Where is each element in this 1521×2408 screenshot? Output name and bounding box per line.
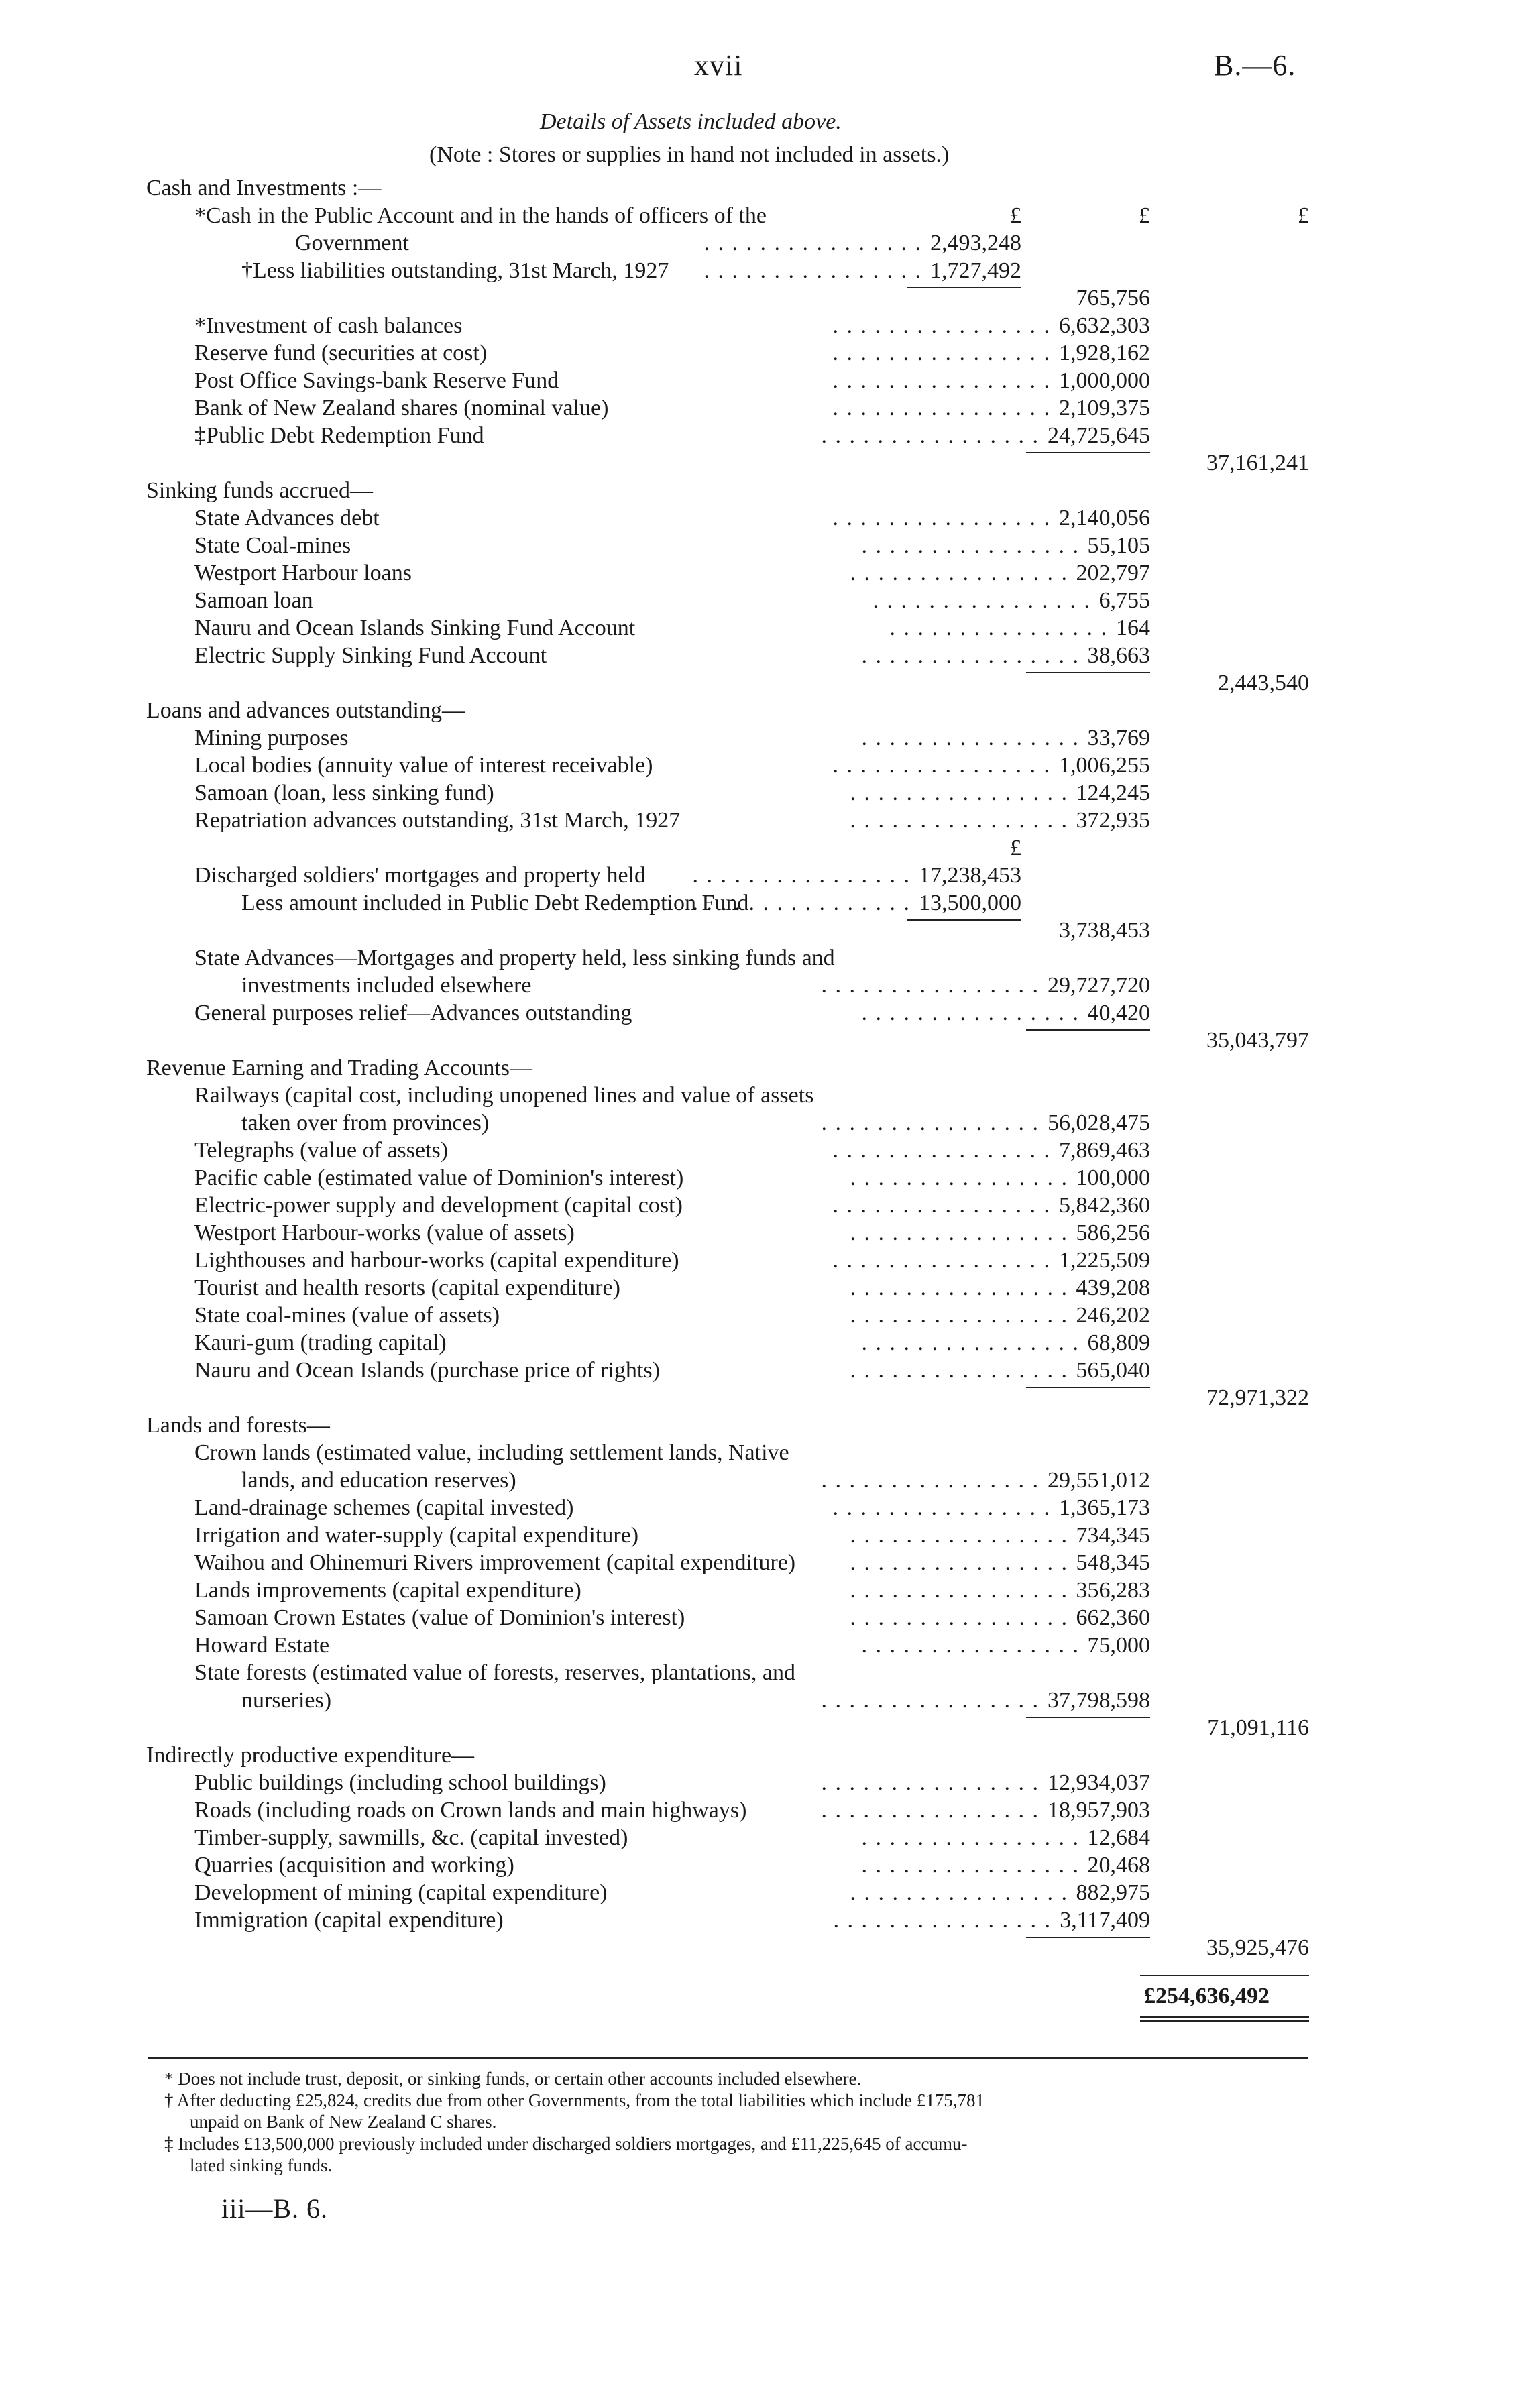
row-label: Land-drainage schemes (capital invested) [194,1495,574,1520]
table-row [0,286,1521,313]
amount-c3: 2,443,540 [1218,671,1309,695]
amount-c2: 1,006,255 [1059,753,1150,778]
table-row [0,561,1521,588]
table-row [0,1825,1521,1853]
amount-c1: £ [1010,203,1021,228]
leader-dots: . . . . . . . . . . . . . . . . [850,1275,1068,1300]
table-row [0,588,1521,616]
row-label: General purposes relief—Advances outstanding [194,1000,632,1025]
amount-c1: £ [1010,836,1021,860]
row-label: State Advances debt [194,506,380,530]
amount-c2: 1,365,173 [1059,1495,1150,1520]
table-row [0,616,1521,643]
subtotal-rule [1026,1717,1150,1718]
table-row [0,1220,1521,1248]
amount-c1: 13,500,000 [919,891,1021,915]
amount-c2: 882,975 [1076,1880,1150,1905]
amount-c3: 35,043,797 [1206,1028,1309,1053]
amount-c2: 12,934,037 [1048,1770,1150,1795]
row-label: Nauru and Ocean Islands Sinking Fund Account [194,616,636,640]
amount-c2: 18,957,903 [1048,1798,1150,1823]
row-label: Electric Supply Sinking Fund Account [194,643,547,668]
table-row [0,396,1521,423]
row-label: Waihou and Ohinemuri Rivers improvement (capital expenditure) [194,1550,796,1575]
row-label: †Less liabilities outstanding, 31st March, 1927 [241,258,669,283]
amount-c2: 100,000 [1076,1165,1150,1190]
row-label: Samoan (loan, less sinking fund) [194,781,494,805]
amount-c2: 565,040 [1076,1358,1150,1383]
leader-dots: . . . . . . . . . . . . . . . . [850,1220,1068,1245]
row-label: Samoan loan [194,588,313,613]
row-label: Local bodies (annuity value of interest receivable) [194,753,653,778]
table-row [0,1578,1521,1605]
row-label: Lighthouses and harbour-works (capital expenditure) [194,1248,679,1273]
table-row [0,1633,1521,1660]
footnote-3: ‡ Includes £13,500,000 previously included under discharged soldiers mortgages, and £11,225,645 of accumu- [164,2134,968,2154]
table-row [0,1715,1521,1743]
table-row [0,671,1521,698]
subtotal-rule [1026,672,1150,673]
leader-dots: . . . . . . . . . . . . . . . . [861,643,1080,668]
table-row [0,231,1521,258]
amount-c2: 37,798,598 [1048,1688,1150,1713]
row-label: Reserve fund (securities at cost) [194,341,488,365]
table-row [0,1495,1521,1523]
amount-c2: 548,345 [1076,1550,1150,1575]
row-label: Kauri-gum (trading capital) [194,1330,447,1355]
table-row [0,1303,1521,1330]
table-row [0,643,1521,671]
row-label: Lands and forests— [146,1413,330,1438]
table-row [0,1358,1521,1385]
leader-dots: . . . . . . . . . . . . . . . . [861,1825,1080,1850]
row-label: nurseries) [241,1688,332,1713]
table-row [0,1138,1521,1165]
table-row [0,1055,1521,1083]
amount-c2: 164 [1116,616,1150,640]
row-label: Crown lands (estimated value, including settlement lands, Native [194,1440,789,1465]
table-row [0,753,1521,781]
amount-c2: 24,725,645 [1048,423,1150,448]
row-label: State coal-mines (value of assets) [194,1303,500,1328]
leader-dots: . . . . . . . . . . . . . . . . [861,1853,1080,1878]
row-label: Loans and advances outstanding— [146,698,465,723]
leader-dots: . . . . . . . . . . . . . . . . [861,726,1080,750]
row-label: Westport Harbour loans [194,561,412,585]
table-row [0,1605,1521,1633]
leader-dots: . . . . . . . . . . . . . . . . [850,781,1068,805]
leader-dots: . . . . . . . . . . . . . . . . [861,1000,1080,1025]
row-label: Immigration (capital expenditure) [194,1908,504,1933]
table-row [0,1413,1521,1440]
leader-dots: . . . . . . . . . . . . . . . . [703,231,922,255]
row-label: lands, and education reserves) [241,1468,516,1493]
amount-c2: 29,551,012 [1048,1468,1150,1493]
row-label: Samoan Crown Estates (value of Dominion's interest) [194,1605,685,1630]
table-row [0,1248,1521,1275]
footnote-1: * Does not include trust, deposit, or sinking funds, or certain other accounts included elsewhere. [164,2069,862,2089]
table-row [0,203,1521,231]
leader-dots: . . . . . . . . . . . . . . . . [850,1165,1068,1190]
leader-dots: . . . . . . . . . . . . . . . . [692,863,911,888]
table-row [0,1688,1521,1715]
subtotal-rule [1026,1387,1150,1388]
table-row [0,1853,1521,1880]
amount-c3: 72,971,322 [1206,1385,1309,1410]
subtotal-rule [1026,452,1150,453]
subtotal-rule [907,287,1021,288]
amount-c1: 2,493,248 [930,231,1021,255]
table-row [0,423,1521,451]
row-label: Repatriation advances outstanding, 31st March, 1927 [194,808,681,833]
table-row [0,891,1521,918]
row-label: Less amount included in Public Debt Redemption Fund [241,891,749,915]
table-row [0,313,1521,341]
table-row [0,1660,1521,1688]
leader-dots: . . . . . . . . . . . . . . . . [889,616,1108,640]
leader-dots: . . . . . . . . . . . . . . . . [832,1248,1051,1273]
table-row [0,341,1521,368]
leader-dots: . . . . . . . . . . . . . . . . [821,1688,1039,1713]
row-label: Development of mining (capital expenditure) [194,1880,608,1905]
subtotal-rule [1026,1029,1150,1031]
table-row [0,1743,1521,1770]
table-row [0,1083,1521,1110]
table-row [0,1798,1521,1825]
row-label: Sinking funds accrued— [146,478,374,503]
leader-dots: . . . . . . . . . . . . . . . . [821,1770,1039,1795]
table-row [0,176,1521,203]
page-number: xvii [694,49,743,82]
table-row [0,1028,1521,1055]
row-label: Post Office Savings-bank Reserve Fund [194,368,559,393]
leader-dots: . . . . . . . . . . . . . . . . [821,1468,1039,1493]
table-row [0,1550,1521,1578]
amount-c2: 68,809 [1087,1330,1150,1355]
leader-dots: . . . . . . . . . . . . . . . . [703,258,922,283]
leader-dots: . . . . . . . . . . . . . . . . [850,1578,1068,1603]
table-row [0,1770,1521,1798]
table-row [0,1165,1521,1193]
amount-c2: 439,208 [1076,1275,1150,1300]
table-row [0,451,1521,478]
table-row [0,945,1521,973]
subtotal-rule [1026,1937,1150,1938]
leader-dots: . . . . . . . . . . . . . . . . [832,396,1051,420]
leader-dots: . . . . . . . . . . . . . . . . [821,1110,1039,1135]
amount-c2: 1,225,509 [1059,1248,1150,1273]
row-label: taken over from provinces) [241,1110,490,1135]
footnote-2-cont: unpaid on Bank of New Zealand C shares. [190,2112,497,2132]
leader-dots: . . . . . . . . . . . . . . . . [850,1523,1068,1548]
row-label: Pacific cable (estimated value of Dominion's interest) [194,1165,684,1190]
amount-c2: 20,468 [1087,1853,1150,1878]
row-label: Bank of New Zealand shares (nominal value) [194,396,609,420]
leader-dots: . . . . . . . . . . . . . . . . [850,808,1068,833]
amount-c2: 1,000,000 [1059,368,1150,393]
leader-dots: . . . . . . . . . . . . . . . . [850,561,1068,585]
row-label: State forests (estimated value of forests, reserves, plantations, and [194,1660,796,1685]
table-row [0,808,1521,836]
leader-dots: . . . . . . . . . . . . . . . . [821,423,1039,448]
leader-dots: . . . . . . . . . . . . . . . . [833,1908,1052,1933]
leader-dots: . . . . . . . . . . . . . . . . [832,368,1051,393]
amount-c2: 3,738,453 [1059,918,1150,943]
amount-c2: 3,117,409 [1060,1908,1150,1933]
table-row [0,1935,1521,1963]
row-label: Irrigation and water-supply (capital expenditure) [194,1523,639,1548]
amount-c2: 2,140,056 [1059,506,1150,530]
row-label: investments included elsewhere [241,973,532,998]
leader-dots: . . . . . . . . . . . . . . . . [861,533,1080,558]
table-row [0,1193,1521,1220]
table-row [0,1385,1521,1413]
amount-c2: 5,842,360 [1059,1193,1150,1218]
table-row [0,533,1521,561]
table-row [0,1110,1521,1138]
row-label: Revenue Earning and Trading Accounts— [146,1055,533,1080]
amount-c2: 55,105 [1087,533,1150,558]
amount-c2: 124,245 [1076,781,1150,805]
table-row [0,781,1521,808]
table-row [0,918,1521,945]
amount-c2: 7,869,463 [1059,1138,1150,1163]
row-label: Electric-power supply and development (capital cost) [194,1193,683,1218]
table-row [0,1000,1521,1028]
amount-c2: 40,420 [1087,1000,1150,1025]
leader-dots: . . . . . . . . . . . . . . . . [832,1495,1051,1520]
amount-c2: 1,928,162 [1059,341,1150,365]
amount-c2: 12,684 [1087,1825,1150,1850]
row-label: *Cash in the Public Account and in the hands of officers of the [194,203,767,228]
amount-c2: 2,109,375 [1059,396,1150,420]
row-label: Public buildings (including school buildings) [194,1770,606,1795]
row-label: *Investment of cash balances [194,313,463,338]
leader-dots: . . . . . . . . . . . . . . . . [832,1193,1051,1218]
table-row [0,1468,1521,1495]
amount-c2: 29,727,720 [1048,973,1150,998]
row-label: Roads (including roads on Crown lands and main highways) [194,1798,747,1823]
amount-c2: 356,283 [1076,1578,1150,1603]
row-label: Cash and Investments :— [146,176,382,200]
table-row [0,1880,1521,1908]
amount-c2: 33,769 [1087,726,1150,750]
amount-c2: 6,632,303 [1059,313,1150,338]
table-row [0,478,1521,506]
row-label: Mining purposes [194,726,349,750]
row-label: Indirectly productive expenditure— [146,1743,475,1768]
amount-c3: £ [1298,203,1309,228]
leader-dots: . . . . . . . . . . . . . . . . [821,1798,1039,1823]
table-row [0,1440,1521,1468]
amount-c2: 38,663 [1087,643,1150,668]
amount-c1: 17,238,453 [919,863,1021,888]
row-label: Nauru and Ocean Islands (purchase price of rights) [194,1358,660,1383]
amount-c3: 35,925,476 [1206,1935,1309,1960]
table-row [0,836,1521,863]
row-label: Government [295,231,409,255]
leader-dots: . . . . . . . . . . . . . . . . [850,1880,1068,1905]
leader-dots: . . . . . . . . . . . . . . . . [692,891,911,915]
amount-c2: 202,797 [1076,561,1150,585]
row-label: Timber-supply, sawmills, &c. (capital invested) [194,1825,628,1850]
table-row [0,698,1521,726]
table-row [0,258,1521,286]
amount-c2: 765,756 [1076,286,1150,310]
table-row [0,863,1521,891]
amount-c3: 71,091,116 [1207,1715,1309,1740]
grand-total: £254,636,492 [1144,1984,1270,2008]
row-label: ‡Public Debt Redemption Fund [194,423,484,448]
signature-mark: iii—B. 6. [221,2193,329,2224]
leader-dots: . . . . . . . . . . . . . . . . [850,1550,1068,1575]
table-row [0,368,1521,396]
amount-c2: 662,360 [1076,1605,1150,1630]
amount-c2: 586,256 [1076,1220,1150,1245]
total-rule-bottom-double [1140,2020,1309,2022]
footnote-3-cont: lated sinking funds. [190,2155,333,2175]
amount-c2: 734,345 [1076,1523,1150,1548]
row-label: Railways (capital cost, including unopened lines and value of assets [194,1083,814,1108]
total-rule-top [1140,1975,1309,1976]
footnote-separator [148,2057,1308,2059]
row-label: State Coal-mines [194,533,351,558]
section-title: Details of Assets included above. [540,109,842,134]
leader-dots: . . . . . . . . . . . . . . . . [850,1303,1068,1328]
row-label: Westport Harbour-works (value of assets) [194,1220,575,1245]
footnote-2: † After deducting £25,824, credits due from other Governments, from the total liabilities which include £175,781 [164,2090,984,2110]
leader-dots: . . . . . . . . . . . . . . . . [832,313,1051,338]
leader-dots: . . . . . . . . . . . . . . . . [832,506,1051,530]
leader-dots: . . . . . . . . . . . . . . . . [872,588,1091,613]
leader-dots: . . . . . . . . . . . . . . . . [850,1605,1068,1630]
table-row [0,1908,1521,1935]
row-label: Tourist and health resorts (capital expenditure) [194,1275,620,1300]
table-row [0,726,1521,753]
leader-dots: . . . . . . . . . . . . . . . . [832,341,1051,365]
amount-c2: 75,000 [1087,1633,1150,1658]
total-rule-bottom [1140,2016,1309,2018]
leader-dots: . . . . . . . . . . . . . . . . [832,1138,1051,1163]
row-label: State Advances—Mortgages and property held, less sinking funds and [194,945,835,970]
table-row [0,1523,1521,1550]
table-row [0,506,1521,533]
table-row [0,1330,1521,1358]
table-row [0,973,1521,1000]
row-label: Quarries (acquisition and working) [194,1853,514,1878]
leader-dots: . . . . . . . . . . . . . . . . [861,1330,1080,1355]
table-row [0,1275,1521,1303]
leader-dots: . . . . . . . . . . . . . . . . [861,1633,1080,1658]
amount-c2: £ [1139,203,1150,228]
row-label: Discharged soldiers' mortgages and property held [194,863,646,888]
leader-dots: . . . . . . . . . . . . . . . . [821,973,1039,998]
amount-c2: 6,755 [1098,588,1150,613]
subtotal-rule [907,919,1021,921]
amount-c3: 37,161,241 [1206,451,1309,475]
leader-dots: . . . . . . . . . . . . . . . . [832,753,1051,778]
amount-c1: 1,727,492 [930,258,1021,283]
row-label: Lands improvements (capital expenditure) [194,1578,581,1603]
amount-c2: 372,935 [1076,808,1150,833]
amount-c2: 56,028,475 [1048,1110,1150,1135]
row-label: Howard Estate [194,1633,330,1658]
document-reference: B.—6. [1214,49,1296,82]
leader-dots: . . . . . . . . . . . . . . . . [850,1358,1068,1383]
section-note: (Note : Stores or supplies in hand not included in assets.) [429,142,950,167]
row-label: Telegraphs (value of assets) [194,1138,449,1163]
amount-c2: 246,202 [1076,1303,1150,1328]
